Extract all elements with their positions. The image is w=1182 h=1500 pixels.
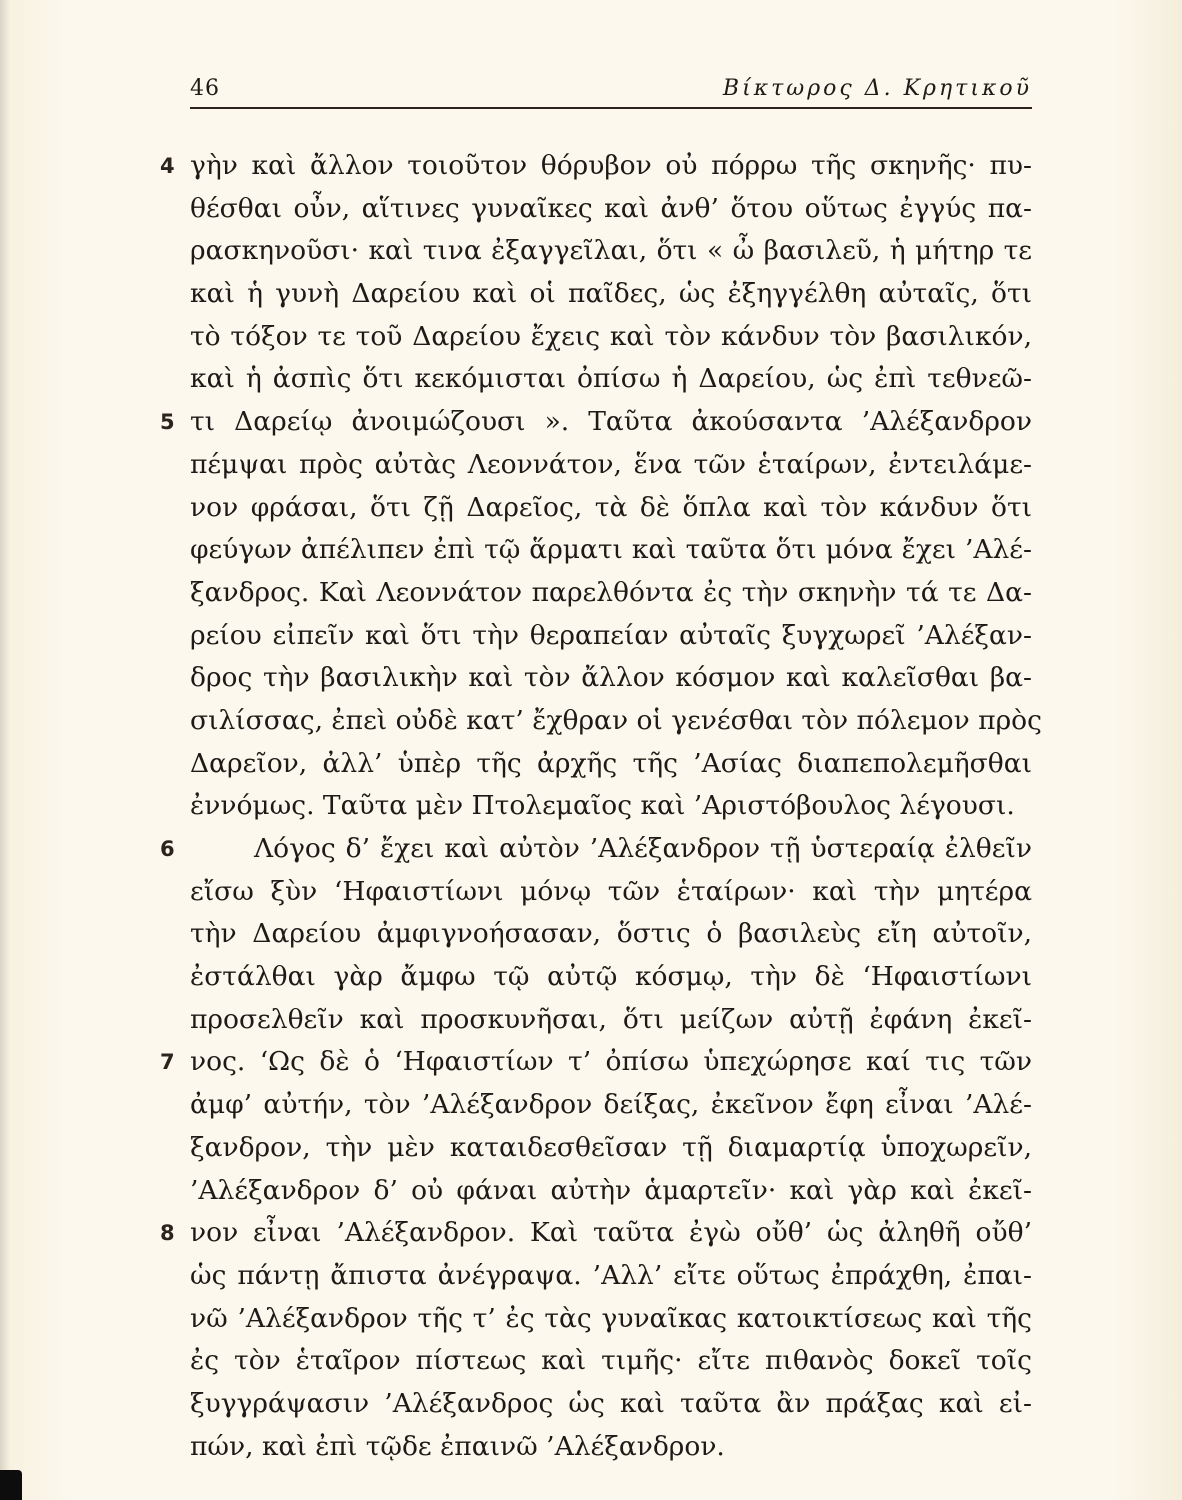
text-line: ἀμφ’ αὐτήν, τὸν ’Αλέξανδρον δείξας, ἐκεῖνον ἔφη εἶναι ’Αλέ- [190, 1089, 1032, 1121]
section-number: 6 [160, 837, 175, 861]
text-line: προσελθεῖν καὶ προσκυνῆσαι, ὅτι μείζων αὐτῇ ἐφάνη ἐκεῖ- [190, 1003, 1032, 1035]
scan-corner-mark [0, 1470, 22, 1500]
text-line: εἴσω ξὺν ‘Ηφαιστίωνι μόνῳ τῶν ἑταίρων· καὶ τὴν μητέρα [190, 875, 1032, 907]
section-number: 5 [160, 410, 175, 435]
text-line: ἐννόμως. Ταῦτα μὲν Πτολεμαῖος καὶ ’Αριστόβουλος λέγουσι. [190, 790, 1015, 822]
text-line: 7 νος. ‘Ως δὲ ὁ ‘Ηφαιστίων τ’ ὀπίσω ὑπεχώρησε καί τις τῶν [190, 1041, 1032, 1084]
text-line: ξυγγράψασιν ’Αλέξανδρος ὡς καὶ ταῦτα ἂν πράξας καὶ εἰ- [190, 1387, 1032, 1419]
section-number: 8 [160, 1221, 175, 1246]
text-line: καὶ ἡ ἀσπὶς ὅτι κεκόμισται ὀπίσω ἡ Δαρείου, ὡς ἐπὶ τεθνεῶ- [190, 363, 1032, 395]
text-line: ἐστάλθαι γὰρ ἄμφω τῷ αὐτῷ κόσμῳ, τὴν δὲ ‘Ηφαιστίωνι [190, 961, 1032, 993]
text-line: 5 τι Δαρείῳ ἀνοιμώζουσι ». Ταῦτα ἀκούσαντα ’Αλέξανδρον [190, 401, 1032, 444]
text-line: ’Αλέξανδρον δ’ οὐ φάναι αὐτὴν ἁμαρτεῖν· καὶ γὰρ καὶ ἐκεῖ- [190, 1174, 1032, 1206]
text-line: πών, καὶ ἐπὶ τῷδε ἐπαινῶ ’Αλέξανδρον. [190, 1430, 725, 1462]
greek-text-block [160, 145, 1042, 1468]
text-line: 4 γὴν καὶ ἄλλον τοιοῦτον θόρυβον οὐ πόρρω τῆς σκηνῆς· πυ- [190, 145, 1032, 188]
text-line: καὶ ἡ γυνὴ Δαρείου καὶ οἱ παῖδες, ὡς ἐξηγγέλθη αὐταῖς, ὅτι [190, 278, 1032, 310]
text-line: θέσθαι οὖν, αἵτινες γυναῖκες καὶ ἀνθ’ ὅτου οὕτως ἐγγύς πα- [190, 192, 1032, 224]
page-edge-shadow [0, 0, 10, 1500]
running-head: Βίκτωρος Δ. Κρητικοῦ [722, 76, 1032, 101]
text-line: ρείου εἰπεῖν καὶ ὅτι τὴν θεραπείαν αὐταῖς ξυγχωρεῖ ’Αλέξαν- [190, 619, 1032, 651]
text-line: Δαρεῖον, ἀλλ’ ὑπὲρ τῆς ἀρχῆς τῆς ’Ασίας διαπεπολεμῆσθαι [190, 747, 1032, 779]
text-line: 8 νον εἶναι ’Αλέξανδρον. Καὶ ταῦτα ἐγὼ οὔθ’ ὡς ἀληθῆ οὔθ’ [190, 1212, 1032, 1255]
page-header [190, 76, 1032, 116]
text-line: τὴν Δαρείου ἀμφιγνοήσασαν, ὅστις ὁ βασιλεὺς εἴη αὐτοῖν, [190, 918, 1032, 950]
text-line: δρος τὴν βασιλικὴν καὶ τὸν ἄλλον κόσμον καὶ καλεῖσθαι βα- [190, 662, 1032, 694]
header-rule [190, 107, 1032, 109]
text-line: πέμψαι πρὸς αὐτὰς Λεοννάτον, ἕνα τῶν ἑταίρων, ἐντειλάμε- [190, 448, 1032, 480]
text-line: ἐς τὸν ἑταῖρον πίστεως καὶ τιμῆς· εἴτε πιθανὸς δοκεῖ τοῖς [190, 1345, 1032, 1377]
text-line: νον φράσαι, ὅτι ζῇ Δαρεῖος, τὰ δὲ ὅπλα καὶ τὸν κάνδυν ὅτι [190, 491, 1032, 523]
text-line: ρασκηνοῦσι· καὶ τινα ἐξαγγεῖλαι, ὅτι « ὦ βασιλεῦ, ἡ μήτηρ τε [190, 235, 1032, 267]
section-number: 4 [160, 154, 175, 178]
text-line: τὸ τόξον τε τοῦ Δαρείου ἔχεις καὶ τὸν κάνδυν τὸν βασιλικόν, [190, 320, 1032, 352]
text-line: ὡς πάντῃ ἄπιστα ἀνέγραψα. ’Αλλ’ εἴτε οὕτως ἐπράχθη, ἐπαι- [190, 1259, 1032, 1291]
text-line: σιλίσσας, ἐπεὶ οὐδὲ κατ’ ἔχθραν οἱ γενέσθαι τὸν πόλεμον πρὸς [190, 704, 1042, 736]
text-line: ξανδρος. Καὶ Λεοννάτον παρελθόντα ἐς τὴν σκηνὴν τά τε Δα- [190, 576, 1032, 608]
text-line: ξανδρον, τὴν μὲν καταιδεσθεῖσαν τῇ διαμαρτίᾳ ὑποχωρεῖν, [190, 1131, 1032, 1163]
page-number: 46 [190, 76, 220, 101]
text-line: νῶ ’Αλέξανδρον τῆς τ’ ἐς τὰς γυναῖκας κατοικτίσεως καὶ τῆς [190, 1302, 1032, 1334]
section-number: 7 [160, 1050, 175, 1075]
text-line: 6 Λόγος δ’ ἔχει καὶ αὐτὸν ’Αλέξανδρον τῇ ὑστεραίᾳ ἐλθεῖν [190, 828, 1032, 871]
text-line: φεύγων ἀπέλιπεν ἐπὶ τῷ ἅρματι καὶ ταῦτα ὅτι μόνα ἔχει ’Αλέ- [190, 534, 1032, 566]
